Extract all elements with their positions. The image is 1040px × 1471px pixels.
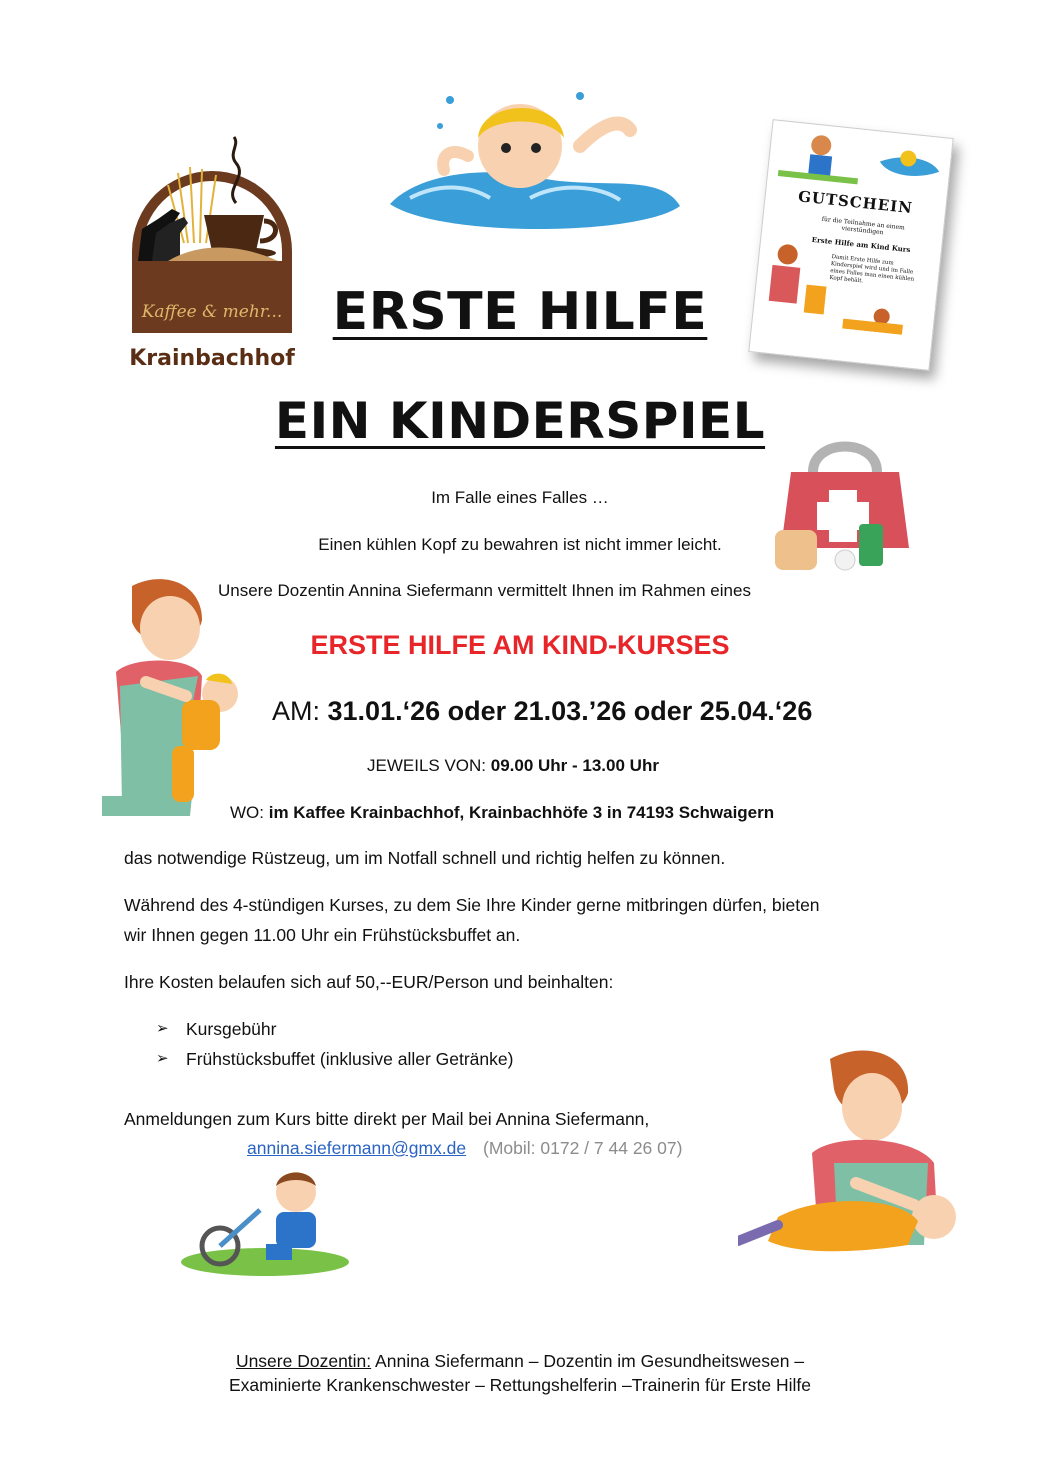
time-prefix: JEWEILS VON: — [367, 756, 491, 775]
footer-label: Unsere Dozentin: — [235, 1351, 372, 1371]
list-item — [124, 1044, 513, 1074]
list-item-text: Kursgebühr — [186, 1019, 277, 1039]
title-line2-text: EIN KINDERSPIEL — [274, 392, 766, 450]
mobile-number: (Mobil: 0172 / 7 44 26 07) — [483, 1138, 683, 1158]
mother-choking-baby-illustration — [102, 576, 240, 826]
voucher-line3: Damit Erste Hilfe zum Kinderspiel wird und im Falle eines Falles man einen kühlen Kopf behält. — [829, 254, 915, 285]
page-title-line1 — [0, 282, 1040, 342]
logo-name: Krainbachhof — [129, 346, 295, 371]
arrow-bullet-icon: ➢ — [156, 1020, 169, 1037]
footer-line1 — [0, 1349, 1040, 1373]
course-place-line — [230, 802, 774, 824]
course-dates-line — [272, 696, 812, 727]
voucher-line2: Erste Hilfe am Kind Kurs — [811, 234, 911, 255]
list-item — [124, 1014, 513, 1044]
body-paragraph-3: Ihre Kosten belaufen sich auf 50,--EUR/Person und beinhalten: — [124, 972, 614, 992]
place-value: im Kaffee Krainbachhof, Krainbachhöfe 3 in 74193 Schwaigern — [268, 803, 775, 822]
intro-line2: Einen kühlen Kopf zu bewahren ist nicht immer leicht. — [318, 535, 722, 554]
drowning-child-illustration — [380, 86, 690, 236]
footer-line2: Examinierte Krankenschwester – Rettungshelferin –Trainerin für Erste Hilfe — [229, 1375, 811, 1395]
title-line1-text: ERSTE HILFE — [332, 282, 708, 342]
time-value: 09.00 Uhr - 13.00 Uhr — [490, 756, 659, 775]
footer-trainer-info — [0, 1349, 1040, 1397]
logo-tagline: Kaffee & mehr... — [141, 302, 283, 322]
injured-boy-bike-illustration — [180, 1170, 350, 1280]
body-paragraph-2b: wir Ihnen gegen 11.00 Uhr ein Frühstücksbuffet an. — [124, 925, 521, 945]
list-item-text: Frühstücksbuffet (inklusive aller Getränke) — [186, 1049, 514, 1069]
voucher-line1: für die Teilnahme an einem vierstündigen — [821, 215, 906, 237]
cpr-illustration — [738, 1045, 970, 1285]
place-prefix: WO: — [230, 803, 269, 822]
intro-line1: Im Falle eines Falles … — [431, 488, 609, 507]
footer-line1-text: Annina Siefermann – Dozentin im Gesundheitswesen – — [371, 1351, 805, 1371]
intro-line3: Unsere Dozentin Annina Siefermann vermittelt Ihnen im Rahmen eines — [218, 581, 751, 600]
course-name: ERSTE HILFE AM KIND-KURSES — [310, 630, 730, 660]
body-paragraph-2a: Während des 4-stündigen Kurses, zu dem Sie Ihre Kinder gerne mitbringen dürfen, bieten — [124, 895, 820, 915]
cost-items-list — [124, 1014, 513, 1074]
body-paragraph-4: Anmeldungen zum Kurs bitte direkt per Mail bei Annina Siefermann, — [124, 1109, 650, 1129]
dates-value: 31.01.‘26 oder 21.03.’26 oder 25.04.‘26 — [327, 696, 813, 726]
arrow-bullet-icon: ➢ — [156, 1050, 169, 1067]
dates-prefix: AM: — [272, 696, 328, 726]
contact-line — [247, 1135, 682, 1161]
email-link[interactable]: annina.siefermann@gmx.de — [247, 1138, 467, 1158]
body-paragraph-1: das notwendige Rüstzeug, um im Notfall schnell und richtig helfen zu können. — [124, 848, 726, 868]
course-time-line — [367, 755, 659, 777]
voucher-title: GUTSCHEIN — [797, 187, 914, 218]
